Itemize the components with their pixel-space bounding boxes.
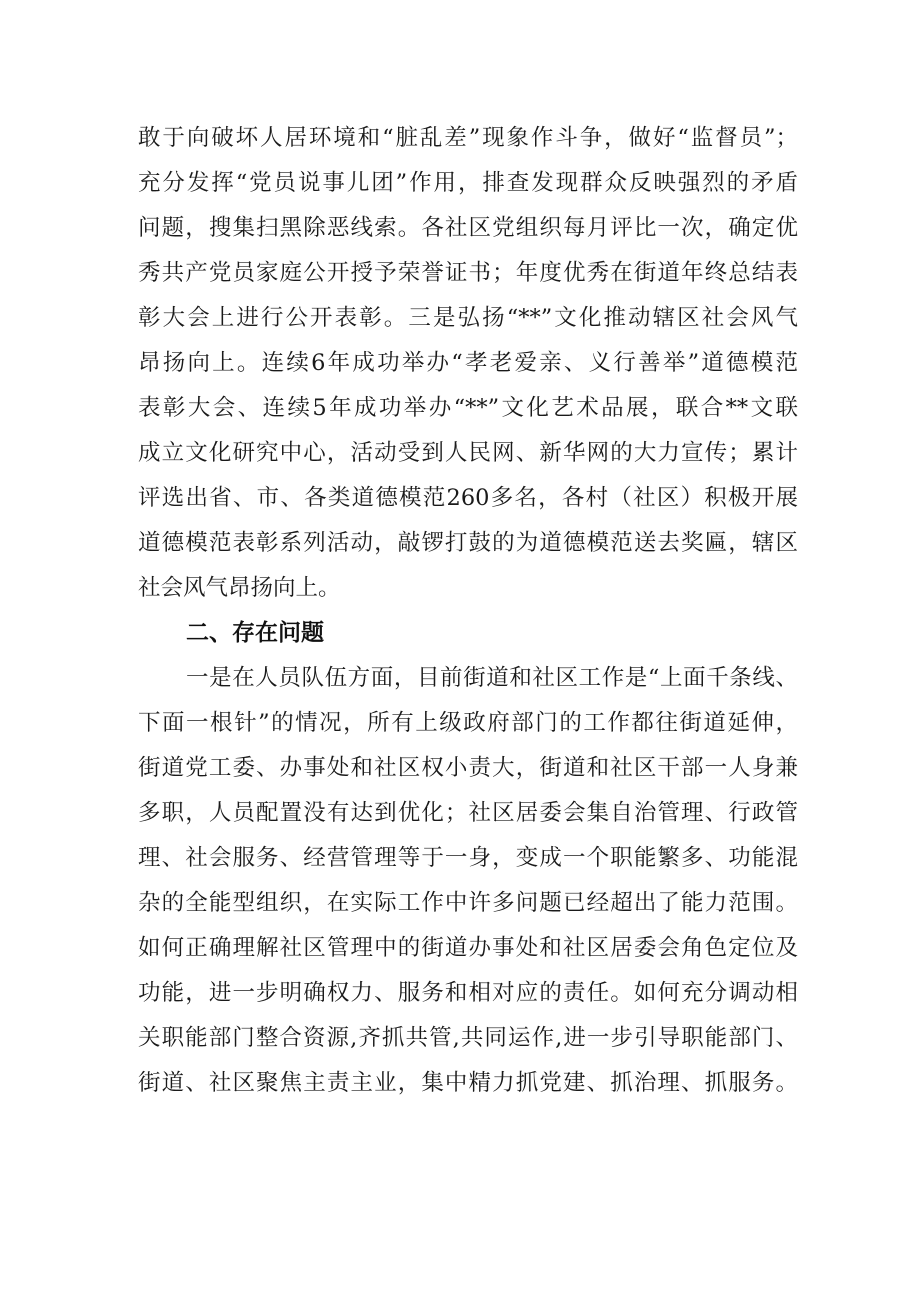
paragraph-line: 敢于向破坏人居环境和“脏乱差”现象作斗争，做好“监督员”；: [138, 125, 798, 151]
paragraph-line: 充分发挥“党员说事儿团”作用，排查发现群众反映强烈的矛盾: [138, 170, 798, 196]
paragraph-line: 街道党工委、办事处和社区权小责大，街道和社区干部一人身兼: [138, 755, 798, 781]
paragraph-line: 道德模范表彰系列活动，敲锣打鼓的为道德模范送去奖匾，辖区: [138, 530, 798, 556]
paragraph-line: 彰大会上进行公开表彰。三是弘扬“**”文化推动辖区社会风气: [138, 305, 798, 331]
paragraph-line: 如何正确理解社区管理中的街道办事处和社区居委会角色定位及: [138, 935, 798, 961]
paragraph-line: 问题，搜集扫黑除恶线索。各社区党组织每月评比一次，确定优: [138, 215, 798, 241]
paragraph-line: 成立文化研究中心，活动受到人民网、新华网的大力宣传；累计: [138, 440, 798, 466]
paragraph-line: 秀共产党员家庭公开授予荣誉证书；年度优秀在街道年终总结表: [138, 260, 798, 286]
paragraph-line: 街道、社区聚焦主责主业，集中精力抓党建、抓治理、抓服务。: [138, 1070, 798, 1096]
paragraph-line: 一是在人员队伍方面，目前街道和社区工作是“上面千条线、: [186, 665, 798, 691]
paragraph-line: 关职能部门整合资源,齐抓共管,共同运作,进一步引导职能部门、: [138, 1025, 798, 1051]
paragraph-line: 理、社会服务、经营管理等于一身，变成一个职能繁多、功能混: [138, 845, 798, 871]
paragraph-line: 社会风气昂扬向上。: [138, 575, 341, 601]
paragraph-line: 评选出省、市、各类道德模范260多名，各村（社区）积极开展: [138, 485, 798, 511]
paragraph-line: 表彰大会、连续5年成功举办“**”文化艺术品展，联合**文联: [138, 395, 798, 421]
paragraph-line: 多职，人员配置没有达到优化；社区居委会集自治管理、行政管: [138, 800, 798, 826]
paragraph-line: 昂扬向上。连续6年成功举办“孝老爱亲、义行善举”道德模范: [138, 350, 798, 376]
paragraph-line: 功能，进一步明确权力、服务和相对应的责任。如何充分调动相: [138, 980, 798, 1006]
section-heading: 二、存在问题: [186, 620, 324, 646]
paragraph-line: 下面一根针”的情况，所有上级政府部门的工作都往街道延伸，: [138, 710, 798, 736]
paragraph-line: 杂的全能型组织，在实际工作中许多问题已经超出了能力范围。: [138, 890, 798, 916]
